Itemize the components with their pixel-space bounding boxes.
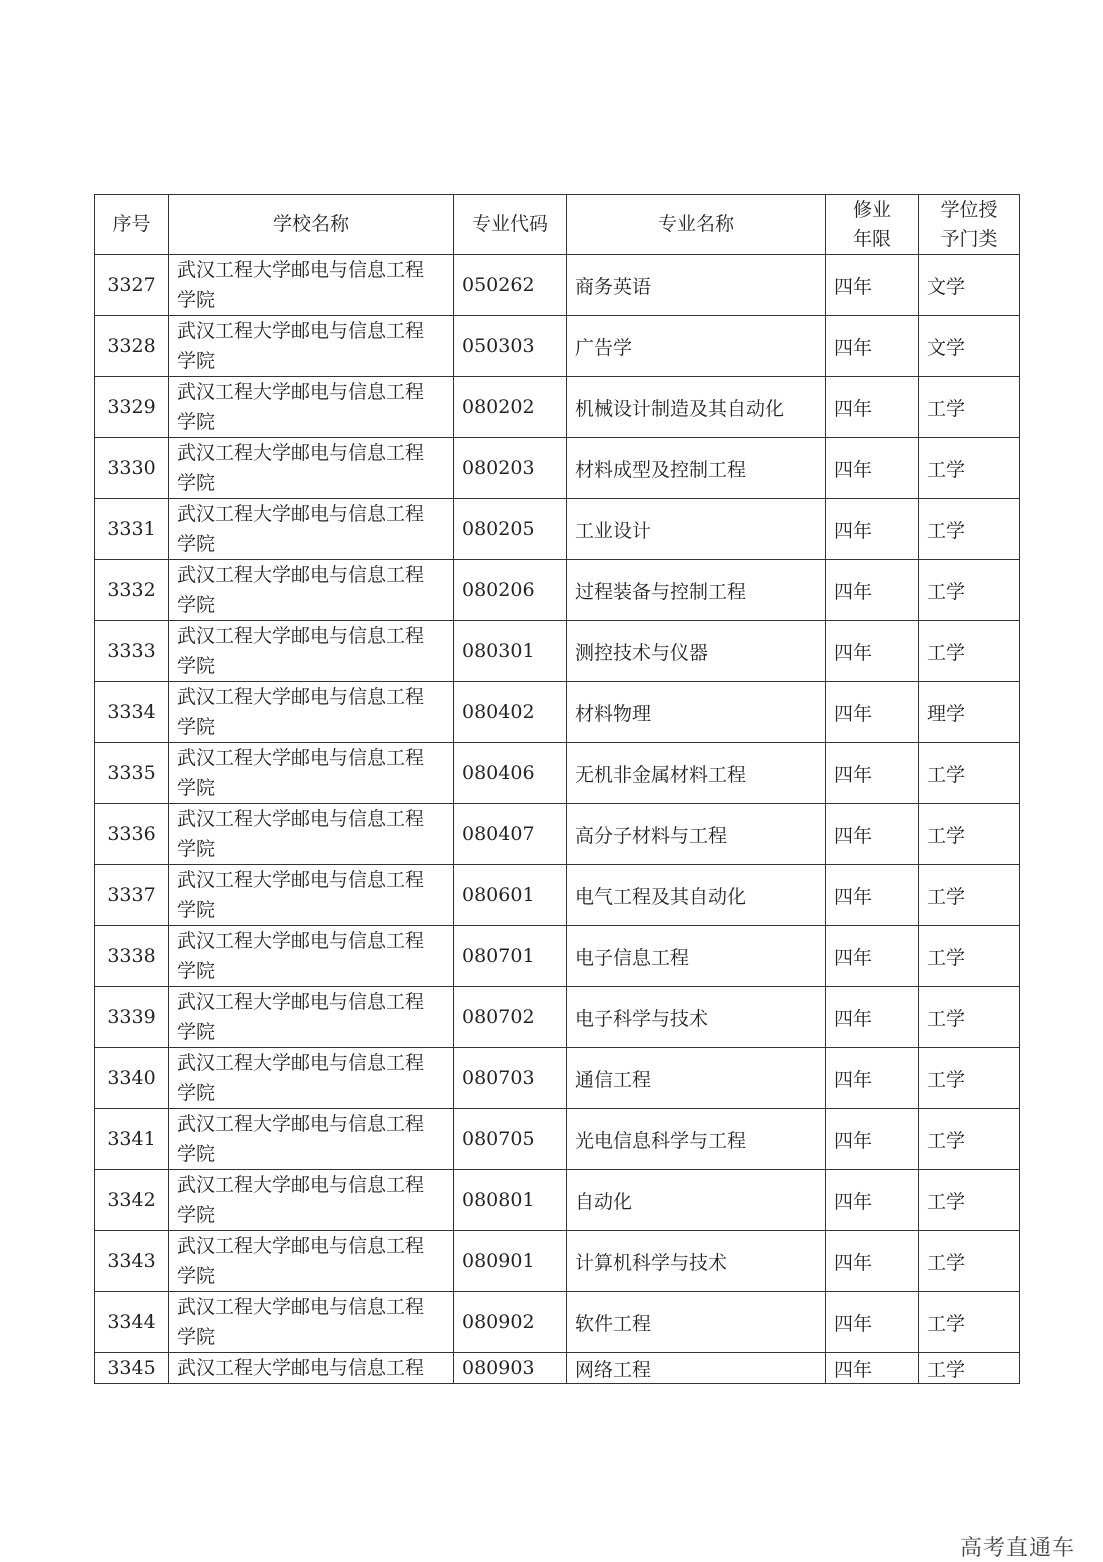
cell-duration: 四年 bbox=[826, 560, 919, 621]
cell-index: 3328 bbox=[95, 316, 169, 377]
cell-duration: 四年 bbox=[826, 1170, 919, 1231]
cell-school-line1: 武汉工程大学邮电与信息工程 bbox=[177, 442, 425, 464]
header-degree-line2: 予门类 bbox=[940, 227, 998, 250]
cell-school-line1: 武汉工程大学邮电与信息工程 bbox=[177, 1174, 425, 1196]
cell-school-line1: 武汉工程大学邮电与信息工程 bbox=[177, 1113, 425, 1135]
cell-index: 3340 bbox=[95, 1048, 169, 1109]
table-row bbox=[95, 621, 1020, 682]
cell-code: 050303 bbox=[454, 316, 567, 377]
cell-major: 测控技术与仪器 bbox=[567, 621, 826, 682]
header-school: 学校名称 bbox=[169, 195, 454, 255]
cell-duration: 四年 bbox=[826, 926, 919, 987]
cell-school-line2: 学院 bbox=[177, 289, 216, 311]
cell-school-line2: 学院 bbox=[177, 838, 216, 860]
cell-duration: 四年 bbox=[826, 255, 919, 316]
cell-school bbox=[169, 377, 454, 438]
header-degree-line1: 学位授 bbox=[940, 198, 998, 221]
cell-school-line2: 学院 bbox=[177, 411, 216, 433]
cell-school-line2: 学院 bbox=[177, 533, 216, 555]
table-row bbox=[95, 682, 1020, 743]
cell-duration: 四年 bbox=[826, 1109, 919, 1170]
cell-school bbox=[169, 743, 454, 804]
table-row bbox=[95, 987, 1020, 1048]
cell-major: 无机非金属材料工程 bbox=[567, 743, 826, 804]
table-row bbox=[95, 1170, 1020, 1231]
cell-major: 电子信息工程 bbox=[567, 926, 826, 987]
cell-index: 3339 bbox=[95, 987, 169, 1048]
cell-major: 网络工程 bbox=[567, 1353, 826, 1384]
cell-duration: 四年 bbox=[826, 743, 919, 804]
cell-duration: 四年 bbox=[826, 1353, 919, 1384]
cell-duration: 四年 bbox=[826, 804, 919, 865]
cell-major: 工业设计 bbox=[567, 499, 826, 560]
cell-index: 3333 bbox=[95, 621, 169, 682]
header-major: 专业名称 bbox=[567, 195, 826, 255]
cell-index: 3335 bbox=[95, 743, 169, 804]
cell-degree: 工学 bbox=[919, 865, 1020, 926]
cell-index: 3337 bbox=[95, 865, 169, 926]
cell-degree: 工学 bbox=[919, 438, 1020, 499]
cell-school-line1: 武汉工程大学邮电与信息工程 bbox=[177, 503, 425, 525]
table-row bbox=[95, 926, 1020, 987]
cell-code: 080202 bbox=[454, 377, 567, 438]
cell-code: 080206 bbox=[454, 560, 567, 621]
cell-index: 3344 bbox=[95, 1292, 169, 1353]
cell-code: 080203 bbox=[454, 438, 567, 499]
cell-school-line1: 武汉工程大学邮电与信息工程 bbox=[177, 259, 425, 281]
cell-degree: 工学 bbox=[919, 560, 1020, 621]
cell-school-line2: 学院 bbox=[177, 899, 216, 921]
cell-duration: 四年 bbox=[826, 316, 919, 377]
cell-index: 3336 bbox=[95, 804, 169, 865]
header-duration-line1: 修业 bbox=[852, 198, 891, 221]
cell-school-line1: 武汉工程大学邮电与信息工程 bbox=[177, 686, 425, 708]
cell-duration: 四年 bbox=[826, 682, 919, 743]
cell-major: 材料成型及控制工程 bbox=[567, 438, 826, 499]
cell-code: 080205 bbox=[454, 499, 567, 560]
cell-index: 3329 bbox=[95, 377, 169, 438]
cell-school bbox=[169, 865, 454, 926]
cell-code: 080705 bbox=[454, 1109, 567, 1170]
cell-school-line2: 学院 bbox=[177, 350, 216, 372]
table-body bbox=[95, 255, 1020, 1384]
cell-duration: 四年 bbox=[826, 865, 919, 926]
cell-index: 3343 bbox=[95, 1231, 169, 1292]
cell-index: 3338 bbox=[95, 926, 169, 987]
table-row bbox=[95, 1048, 1020, 1109]
cell-school bbox=[169, 1231, 454, 1292]
cell-index: 3327 bbox=[95, 255, 169, 316]
cell-school-line1: 武汉工程大学邮电与信息工程 bbox=[177, 564, 425, 586]
cell-school-line2: 学院 bbox=[177, 716, 216, 738]
cell-school-line2: 学院 bbox=[177, 472, 216, 494]
cell-duration: 四年 bbox=[826, 1048, 919, 1109]
cell-school-line2: 学院 bbox=[177, 1143, 216, 1165]
cell-duration: 四年 bbox=[826, 377, 919, 438]
cell-index: 3345 bbox=[95, 1353, 169, 1384]
table-row bbox=[95, 1231, 1020, 1292]
cell-duration: 四年 bbox=[826, 621, 919, 682]
cell-school-line1: 武汉工程大学邮电与信息工程 bbox=[177, 320, 425, 342]
cell-code: 080406 bbox=[454, 743, 567, 804]
cell-major: 自动化 bbox=[567, 1170, 826, 1231]
cell-school bbox=[169, 438, 454, 499]
table-row bbox=[95, 255, 1020, 316]
cell-school-line1: 武汉工程大学邮电与信息工程 bbox=[177, 747, 425, 769]
cell-major: 过程装备与控制工程 bbox=[567, 560, 826, 621]
header-row bbox=[95, 195, 1020, 255]
table-row bbox=[95, 1109, 1020, 1170]
cell-code: 080407 bbox=[454, 804, 567, 865]
cell-degree: 工学 bbox=[919, 499, 1020, 560]
cell-degree: 工学 bbox=[919, 1109, 1020, 1170]
cell-school-line2: 学院 bbox=[177, 1021, 216, 1043]
cell-index: 3332 bbox=[95, 560, 169, 621]
header-duration-line2: 年限 bbox=[852, 227, 891, 250]
cell-degree: 文学 bbox=[919, 316, 1020, 377]
cell-code: 080402 bbox=[454, 682, 567, 743]
cell-school-line1: 武汉工程大学邮电与信息工程 bbox=[177, 1052, 425, 1074]
cell-degree: 工学 bbox=[919, 743, 1020, 804]
cell-school bbox=[169, 1170, 454, 1231]
table-row bbox=[95, 438, 1020, 499]
cell-school-line2: 学院 bbox=[177, 655, 216, 677]
cell-school bbox=[169, 621, 454, 682]
cell-code: 080703 bbox=[454, 1048, 567, 1109]
cell-school bbox=[169, 316, 454, 377]
cell-index: 3331 bbox=[95, 499, 169, 560]
cell-school bbox=[169, 1292, 454, 1353]
cell-school-line2: 学院 bbox=[177, 1082, 216, 1104]
cell-school-line2: 学院 bbox=[177, 1326, 216, 1348]
cell-degree: 工学 bbox=[919, 987, 1020, 1048]
cell-major: 机械设计制造及其自动化 bbox=[567, 377, 826, 438]
cell-degree: 工学 bbox=[919, 1231, 1020, 1292]
cell-code: 080301 bbox=[454, 621, 567, 682]
cell-index: 3341 bbox=[95, 1109, 169, 1170]
cell-degree: 理学 bbox=[919, 682, 1020, 743]
cell-code: 080903 bbox=[454, 1353, 567, 1384]
cell-school-line1: 武汉工程大学邮电与信息工程 bbox=[177, 869, 425, 891]
cell-school bbox=[169, 804, 454, 865]
cell-school bbox=[169, 255, 454, 316]
cell-school bbox=[169, 987, 454, 1048]
cell-code: 050262 bbox=[454, 255, 567, 316]
cell-school-line1: 武汉工程大学邮电与信息工程 bbox=[177, 991, 425, 1013]
cell-school-line1: 武汉工程大学邮电与信息工程 bbox=[177, 930, 425, 952]
cell-school-line1: 武汉工程大学邮电与信息工程 bbox=[177, 1235, 425, 1257]
cell-school-line1: 武汉工程大学邮电与信息工程 bbox=[177, 625, 425, 647]
cell-duration: 四年 bbox=[826, 438, 919, 499]
cell-code: 080601 bbox=[454, 865, 567, 926]
table-row bbox=[95, 560, 1020, 621]
cell-school-line2: 学院 bbox=[177, 1204, 216, 1226]
cell-school-line2: 学院 bbox=[177, 777, 216, 799]
cell-major: 通信工程 bbox=[567, 1048, 826, 1109]
cell-duration: 四年 bbox=[826, 987, 919, 1048]
cell-degree: 文学 bbox=[919, 255, 1020, 316]
table-row bbox=[95, 316, 1020, 377]
table-row bbox=[95, 377, 1020, 438]
header-code: 专业代码 bbox=[454, 195, 567, 255]
cell-degree: 工学 bbox=[919, 1170, 1020, 1231]
table-row bbox=[95, 499, 1020, 560]
cell-major: 电子科学与技术 bbox=[567, 987, 826, 1048]
cell-school bbox=[169, 1353, 454, 1384]
cell-school-line1: 武汉工程大学邮电与信息工程 bbox=[177, 381, 425, 403]
cell-code: 080801 bbox=[454, 1170, 567, 1231]
table-row bbox=[95, 743, 1020, 804]
cell-degree: 工学 bbox=[919, 1292, 1020, 1353]
cell-school bbox=[169, 1109, 454, 1170]
cell-school bbox=[169, 682, 454, 743]
cell-code: 080902 bbox=[454, 1292, 567, 1353]
cell-index: 3334 bbox=[95, 682, 169, 743]
table-row bbox=[95, 1292, 1020, 1353]
table-header bbox=[95, 195, 1020, 255]
cell-school-line1: 武汉工程大学邮电与信息工程 bbox=[177, 1296, 425, 1318]
majors-table bbox=[94, 194, 1020, 1384]
cell-code: 080701 bbox=[454, 926, 567, 987]
cell-school-line2: 学院 bbox=[177, 594, 216, 616]
header-duration bbox=[826, 195, 919, 255]
cell-school bbox=[169, 926, 454, 987]
cell-duration: 四年 bbox=[826, 1231, 919, 1292]
cell-index: 3330 bbox=[95, 438, 169, 499]
cell-degree: 工学 bbox=[919, 1048, 1020, 1109]
cell-school-line2: 学院 bbox=[177, 1265, 216, 1287]
cell-major: 材料物理 bbox=[567, 682, 826, 743]
cell-school-line1: 武汉工程大学邮电与信息工程 bbox=[177, 808, 425, 830]
cell-code: 080702 bbox=[454, 987, 567, 1048]
cell-code: 080901 bbox=[454, 1231, 567, 1292]
cell-major: 商务英语 bbox=[567, 255, 826, 316]
cell-major: 软件工程 bbox=[567, 1292, 826, 1353]
cell-major: 计算机科学与技术 bbox=[567, 1231, 826, 1292]
watermark-text: 高考直通车 bbox=[959, 1536, 1075, 1561]
cell-degree: 工学 bbox=[919, 377, 1020, 438]
table-row bbox=[95, 1353, 1020, 1384]
cell-index: 3342 bbox=[95, 1170, 169, 1231]
header-degree bbox=[919, 195, 1020, 255]
cell-major: 电气工程及其自动化 bbox=[567, 865, 826, 926]
table-row bbox=[95, 865, 1020, 926]
cell-duration: 四年 bbox=[826, 499, 919, 560]
cell-degree: 工学 bbox=[919, 926, 1020, 987]
cell-degree: 工学 bbox=[919, 621, 1020, 682]
cell-school-line2: 学院 bbox=[177, 960, 216, 982]
cell-degree: 工学 bbox=[919, 1353, 1020, 1384]
table-row bbox=[95, 804, 1020, 865]
cell-duration: 四年 bbox=[826, 1292, 919, 1353]
cell-major: 广告学 bbox=[567, 316, 826, 377]
cell-major: 高分子材料与工程 bbox=[567, 804, 826, 865]
cell-major: 光电信息科学与工程 bbox=[567, 1109, 826, 1170]
header-index: 序号 bbox=[95, 195, 169, 255]
cell-degree: 工学 bbox=[919, 804, 1020, 865]
cell-school bbox=[169, 560, 454, 621]
cell-school bbox=[169, 499, 454, 560]
cell-school bbox=[169, 1048, 454, 1109]
cell-school-line1: 武汉工程大学邮电与信息工程 bbox=[177, 1357, 425, 1379]
